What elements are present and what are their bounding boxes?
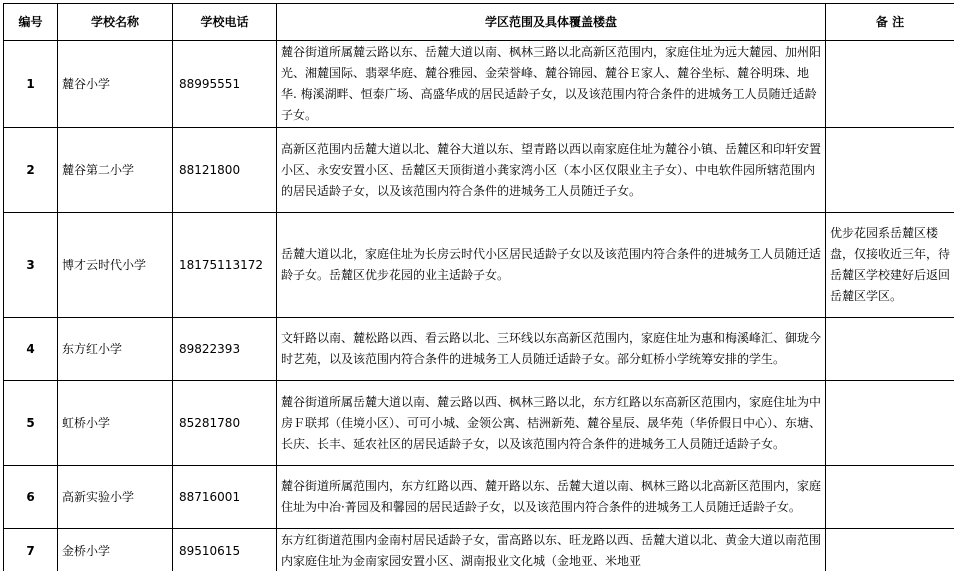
school-phone: 18175113172	[173, 213, 277, 318]
school-phone: 88995551	[173, 41, 277, 128]
header-num: 编号	[4, 4, 58, 41]
school-name: 麓谷小学	[58, 41, 173, 128]
school-district-table-container	[3, 3, 954, 571]
note-text	[826, 318, 955, 381]
table-row	[4, 41, 955, 128]
school-phone: 88121800	[173, 128, 277, 213]
header-school-phone: 学校电话	[173, 4, 277, 41]
school-name: 麓谷第二小学	[58, 128, 173, 213]
school-name: 高新实验小学	[58, 466, 173, 529]
note-text	[826, 41, 955, 128]
coverage-text: 文轩路以南、麓松路以西、看云路以北、三环线以东高新区范围内，家庭住址为惠和梅溪峰汇、御珑今时艺苑，以及该范围内符合条件的进城务工人员随迁适龄子女。部分虹桥小学统筹安排的学生。	[277, 318, 826, 381]
note-text	[826, 466, 955, 529]
table-row	[4, 128, 955, 213]
row-num: 6	[4, 466, 58, 529]
school-name: 东方红小学	[58, 318, 173, 381]
table-row	[4, 213, 955, 318]
row-num: 5	[4, 381, 58, 466]
coverage-text: 麓谷街道所属岳麓大道以南、麓云路以西、枫林三路以北，东方红路以东高新区范围内，家庭住址为中房Ｆ联邦（佳境小区）、可可小城、金领公寓、桔洲新苑、麓谷星辰、晟华苑（华侨假日中心）、东塘、长庆、长丰、延农社区的居民适龄子女，以及该范围内符合条件的进城务工人员随迁适龄子女。	[277, 381, 826, 466]
school-district-table	[3, 3, 954, 571]
note-text	[826, 381, 955, 466]
row-num: 3	[4, 213, 58, 318]
note-text: 优步花园系岳麓区楼盘，仅接收近三年，待岳麓区学校建好后返回岳麓区学区。	[826, 213, 955, 318]
header-note: 备 注	[826, 4, 955, 41]
school-phone: 89510615	[173, 529, 277, 571]
school-name: 虹桥小学	[58, 381, 173, 466]
school-name: 博才云时代小学	[58, 213, 173, 318]
table-row	[4, 529, 955, 571]
header-school-name: 学校名称	[58, 4, 173, 41]
school-phone: 85281780	[173, 381, 277, 466]
coverage-text: 东方红街道范围内金南村居民适龄子女，雷高路以东、旺龙路以西、岳麓大道以北、黄金大道以南范围内家庭住址为金南家园安置小区、湖南报业文化城（金地亚、米地亚	[277, 529, 826, 571]
coverage-text: 高新区范围内岳麓大道以北、麓谷大道以东、望青路以西以南家庭住址为麓谷小镇、岳麓区和印轩安置小区、永安安置小区、岳麓区天顶街道小龚家湾小区（本小区仅限业主子女）、中电软件园所辖范围内的居民适龄子女，以及该范围内符合条件的进城务工人员随迁子女。	[277, 128, 826, 213]
row-num: 4	[4, 318, 58, 381]
school-phone: 88716001	[173, 466, 277, 529]
note-text	[826, 128, 955, 213]
note-text	[826, 529, 955, 571]
coverage-text: 麓谷街道所属麓云路以东、岳麓大道以南、枫林三路以北高新区范围内，家庭住址为远大麓园、加州阳光、湘麓国际、翡翠华庭、麓谷雅园、金荣誉峰、麓谷锦园、麓谷Ｅ家人、麓谷坐标、麓谷明珠、地华. 梅溪湖畔、恒泰广场、高盛华成的居民适龄子女，以及该范围内符合条件的进城务工人员随迁适龄子女。	[277, 41, 826, 128]
row-num: 1	[4, 41, 58, 128]
coverage-text: 岳麓大道以北，家庭住址为长房云时代小区居民适龄子女以及该范围内符合条件的进城务工人员随迁适龄子女。岳麓区优步花园的业主适龄子女。	[277, 213, 826, 318]
table-row	[4, 318, 955, 381]
header-row	[4, 4, 955, 41]
row-num: 2	[4, 128, 58, 213]
school-name: 金桥小学	[58, 529, 173, 571]
table-row	[4, 466, 955, 529]
table-row	[4, 381, 955, 466]
coverage-text: 麓谷街道所属范围内，东方红路以西、麓开路以东、岳麓大道以南、枫林三路以北高新区范围内，家庭住址为中冶·菁园及和馨园的居民适龄子女，以及该范围内符合条件的进城务工人员随迁适龄子女。	[277, 466, 826, 529]
row-num: 7	[4, 529, 58, 571]
header-coverage: 学区范围及具体覆盖楼盘	[277, 4, 826, 41]
school-phone: 89822393	[173, 318, 277, 381]
